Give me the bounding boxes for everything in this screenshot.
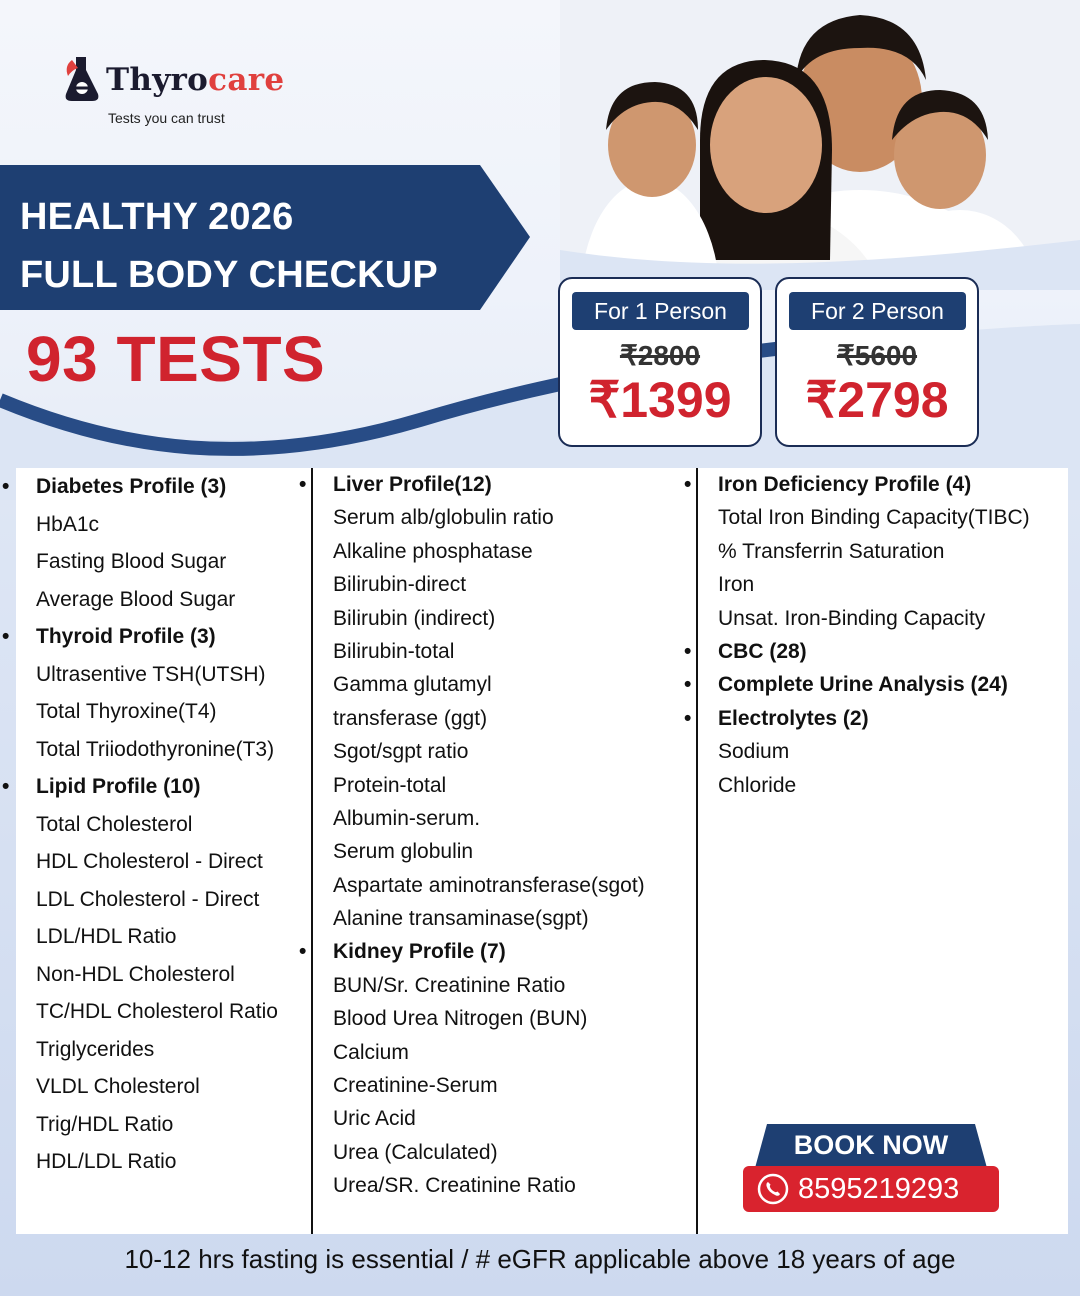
- test-item: Ultrasentive TSH(UTSH): [36, 662, 266, 686]
- test-item: BUN/Sr. Creatinine Ratio: [333, 973, 566, 997]
- test-item: Bilirubin-total: [333, 639, 455, 663]
- test-item: Chloride: [718, 773, 797, 797]
- test-item: Urea (Calculated): [333, 1140, 498, 1164]
- test-item: LDL Cholesterol - Direct: [36, 887, 260, 911]
- test-item: Sgot/sgpt ratio: [333, 740, 469, 764]
- test-item: Bilirubin (indirect): [333, 606, 496, 630]
- test-list: [313, 468, 696, 1203]
- test-item: Calcium: [333, 1040, 409, 1064]
- test-item: Uric Acid: [333, 1107, 416, 1131]
- profile-header: • Kidney Profile (7): [313, 935, 696, 968]
- brand-name: [106, 62, 284, 98]
- test-item: % Transferrin Saturation: [718, 539, 945, 563]
- test-column-1: [16, 468, 309, 1234]
- test-item: Blood Urea Nitrogen (BUN): [333, 1007, 588, 1031]
- profile-header: • Liver Profile(12): [313, 468, 696, 501]
- test-item: Non-HDL Cholesterol: [36, 962, 235, 986]
- profile-header: • Iron Deficiency Profile (4): [698, 468, 1068, 501]
- offer-price: ₹2798: [805, 372, 949, 428]
- test-item: Serum globulin: [333, 840, 474, 864]
- test-item: Total Thyroxine(T4): [36, 700, 217, 723]
- brand-name-part2: care: [208, 62, 285, 98]
- phone-bar[interactable]: [743, 1166, 999, 1212]
- test-item: Fasting Blood Sugar: [36, 550, 227, 573]
- test-item: Total Triiodothyronine(T3): [36, 737, 275, 761]
- test-item: Total Iron Binding Capacity(TIBC): [718, 506, 1030, 530]
- test-item: HDL/LDL Ratio: [36, 1150, 177, 1173]
- test-item: TC/HDL Cholesterol Ratio: [36, 1000, 278, 1023]
- price-card-2-person[interactable]: [775, 277, 979, 447]
- banner-line-1: HEALTHY 2026: [20, 196, 294, 238]
- profile-header: • Diabetes Profile (3): [16, 468, 309, 506]
- test-list-table: [16, 468, 1068, 1234]
- old-price: ₹2800: [619, 340, 701, 371]
- test-item: LDL/HDL Ratio: [36, 925, 177, 948]
- test-item: Gamma glutamyl: [333, 673, 492, 697]
- thyrocare-logo: [62, 54, 292, 134]
- test-item: HbA1c: [36, 512, 100, 536]
- tests-count: 93 TESTS: [26, 323, 326, 395]
- profile-header: • CBC (28): [698, 635, 1068, 668]
- test-item: Albumin-serum.: [333, 806, 481, 830]
- test-item: Serum alb/globulin ratio: [333, 506, 554, 530]
- test-item: transferase (ggt): [333, 706, 488, 730]
- test-item: Triglycerides: [36, 1037, 155, 1061]
- phone-icon: [757, 1173, 789, 1205]
- book-now-button[interactable]: [743, 1124, 999, 1212]
- test-item: Sodium: [718, 740, 790, 764]
- test-item: Unsat. Iron-Binding Capacity: [718, 606, 986, 630]
- test-list: [16, 468, 309, 1181]
- offer-price: ₹1399: [588, 372, 732, 428]
- test-item: Bilirubin-direct: [333, 573, 467, 597]
- test-item: HDL Cholesterol - Direct: [36, 850, 263, 873]
- test-item: Trig/HDL Ratio: [36, 1112, 174, 1136]
- test-item: Total Cholesterol: [36, 812, 193, 836]
- banner-line-2: FULL BODY CHECKUP: [20, 254, 438, 296]
- price-card-label: For 1 Person: [572, 292, 749, 330]
- test-item: Average Blood Sugar: [36, 587, 236, 611]
- old-price: ₹5600: [836, 340, 918, 371]
- profile-header: • Electrolytes (2): [698, 702, 1068, 735]
- test-item: Alanine transaminase(sgpt): [333, 907, 589, 931]
- test-item: Creatinine-Serum: [333, 1074, 498, 1098]
- test-column-2: [311, 468, 696, 1234]
- test-item: Urea/SR. Creatinine Ratio: [333, 1174, 576, 1198]
- flask-logo-icon: [62, 54, 102, 104]
- test-column-3: [696, 468, 1068, 1234]
- test-item: VLDL Cholesterol: [36, 1075, 200, 1098]
- family-photo: [560, 0, 1080, 290]
- price-card-label: For 2 Person: [789, 292, 966, 330]
- footer-note: 10-12 hrs fasting is essential / # eGFR applicable above 18 years of age: [124, 1244, 956, 1274]
- phone-number[interactable]: 8595219293: [798, 1173, 960, 1205]
- test-item: Alkaline phosphatase: [333, 539, 533, 563]
- price-card-1-person[interactable]: [558, 277, 762, 447]
- test-item: Aspartate aminotransferase(sgot): [333, 873, 645, 897]
- test-list: [698, 468, 1068, 802]
- profile-header: • Complete Urine Analysis (24): [698, 668, 1068, 701]
- profile-header: • Thyroid Profile (3): [16, 618, 309, 656]
- brand-tagline: Tests you can trust: [108, 110, 225, 126]
- profile-header: • Lipid Profile (10): [16, 768, 309, 806]
- book-now-label: BOOK NOW: [793, 1130, 949, 1160]
- test-item: Protein-total: [333, 773, 447, 797]
- brand-name-part1: Thyro: [106, 62, 209, 98]
- test-item: Iron: [718, 573, 755, 597]
